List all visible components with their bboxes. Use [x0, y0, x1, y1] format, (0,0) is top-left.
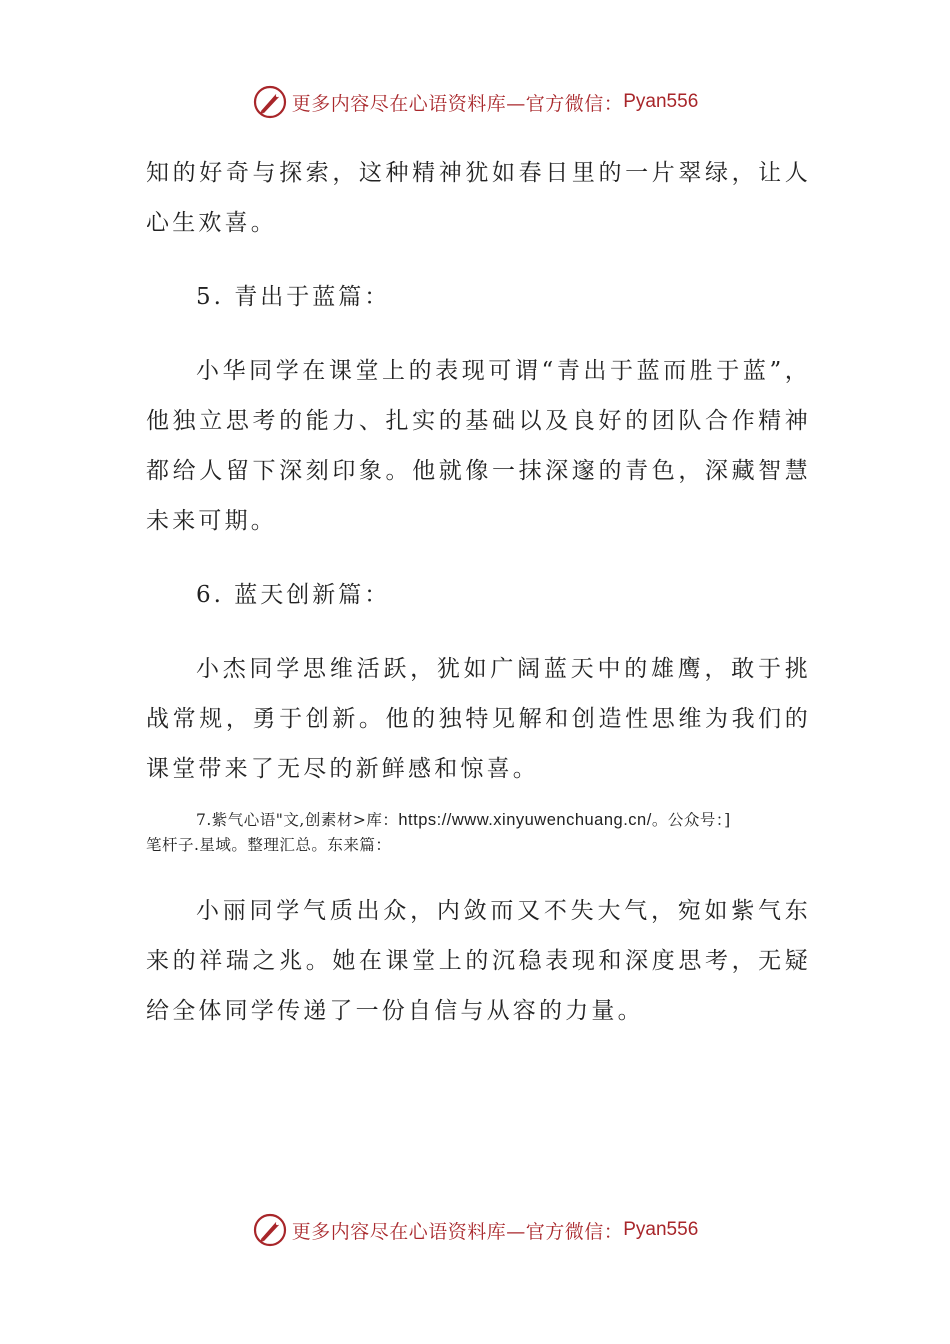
paragraph-section-5: 小华同学在课堂上的表现可谓“青出于蓝而胜于蓝”，他独立思考的能力、扎实的基础以及良好的团队合作精神都给人留下深刻印象。他就像一抹深邃的青色，深藏智慧未来可期。 — [146, 358, 811, 534]
footer-banner — [0, 1210, 950, 1250]
heading-7-suffix: 。公众号：] — [651, 811, 731, 829]
heading-7-line2: 笔杆子.星域。整理汇总。东来篇： — [146, 836, 392, 854]
footer-banner-brand: Pyan556 — [623, 1219, 699, 1240]
section-heading-6: 6. 蓝天创新篇： — [196, 582, 391, 608]
header-banner-brand: Pyan556 — [623, 91, 699, 112]
section-heading-5: 5. 青出于蓝篇： — [196, 284, 391, 310]
paragraph-section-6: 小杰同学思维活跃，犹如广阔蓝天中的雄鹰，敢于挑战常规，勇于创新。他的独特见解和创造性思维为我们的课堂带来了无尽的新鲜感和惊喜。 — [146, 656, 811, 782]
footer-banner-text: 更多内容尽在心语资料库—官方微信： — [291, 1220, 624, 1243]
source-url-link[interactable]: https://www.xinyuwenchuang.cn/ — [398, 811, 652, 829]
section-heading-7 — [146, 808, 811, 858]
document-body — [146, 148, 811, 1036]
paragraph-continuation: 知的好奇与探索，这种精神犹如春日里的一片翠绿，让人心生欢喜。 — [146, 160, 811, 236]
pen-logo-icon — [252, 84, 288, 120]
header-banner — [0, 82, 950, 122]
header-banner-text: 更多内容尽在心语资料库—官方微信： — [291, 92, 624, 115]
paragraph-section-7: 小丽同学气质出众，内敛而又不失大气，宛如紫气东来的祥瑞之兆。她在课堂上的沉稳表现和深度思考，无疑给全体同学传递了一份自信与从容的力量。 — [146, 898, 811, 1024]
pen-logo-icon — [252, 1212, 288, 1248]
heading-7-prefix: 7.紫气心语"文,创素材>库： — [196, 811, 399, 829]
